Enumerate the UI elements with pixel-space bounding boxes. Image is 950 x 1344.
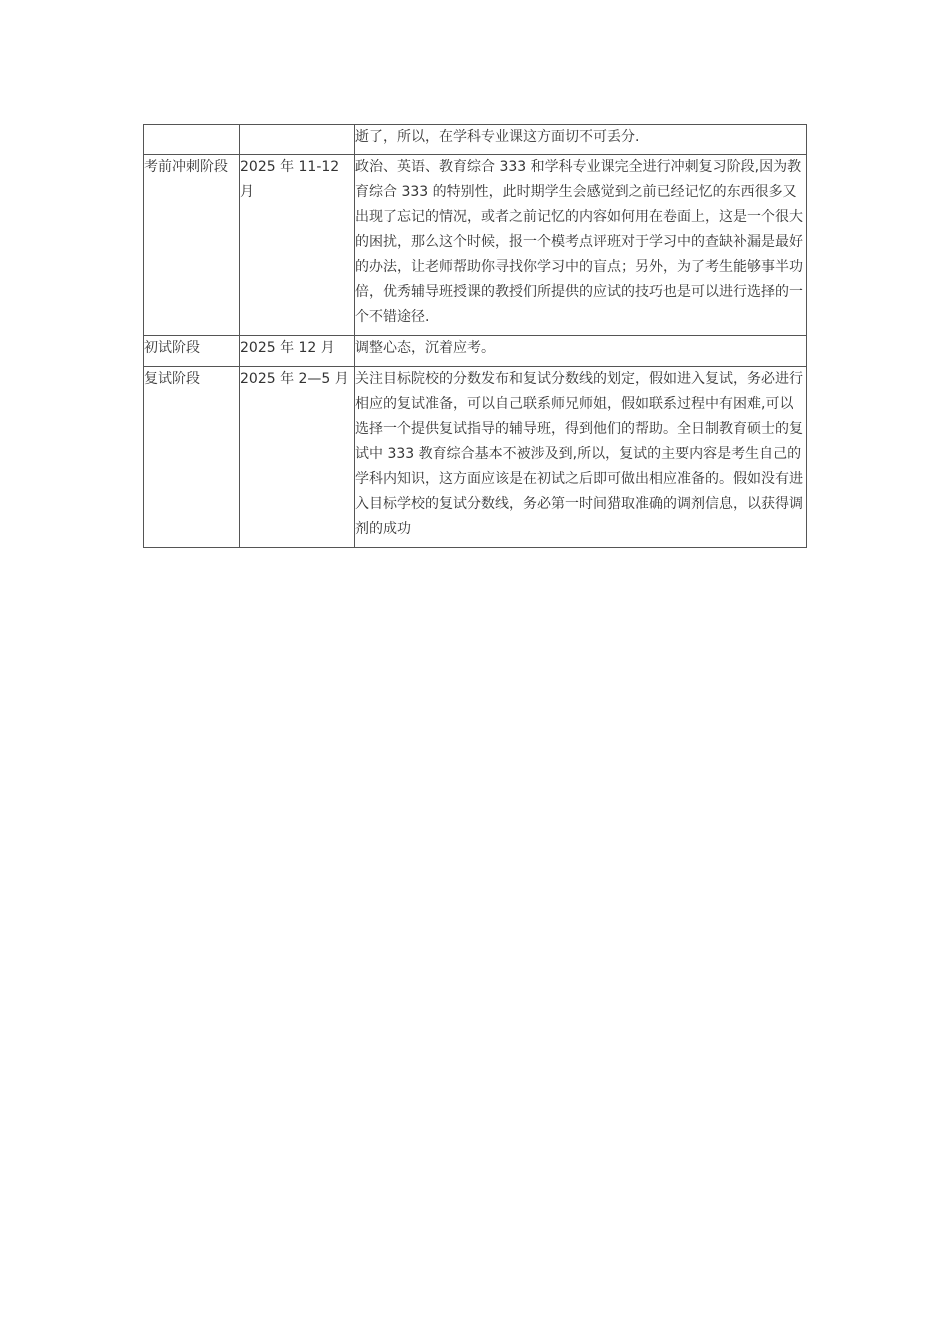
- content-cell: 关注目标院校的分数发布和复试分数线的划定，假如进入复试，务必进行相应的复试准备，可以自己联系师兄师姐，假如联系过程中有困难,可以选择一个提供复试指导的辅导班，得到他们的帮助。全日制教育硕士的复试中 333 教育综合基本不被涉及到,所以，复试的主要内容是考生自己的学科内知识，这方面应该是在初试之后即可做出相应准备的。假如没有进入目标学校的复试分数线，务必第一时间猎取准确的调剂信息，以获得调剂的成功: [355, 367, 807, 548]
- table-row: [144, 367, 807, 548]
- table-row: [144, 125, 807, 155]
- table-row: [144, 336, 807, 367]
- stage-cell: [144, 125, 240, 155]
- stage-cell: 考前冲刺阶段: [144, 155, 240, 336]
- content-cell: 调整心态，沉着应考。: [355, 336, 807, 367]
- time-cell: 2025 年 2—5 月: [240, 367, 355, 548]
- table-row: [144, 155, 807, 336]
- time-cell: [240, 125, 355, 155]
- time-cell: 2025 年 11-12 月: [240, 155, 355, 336]
- stage-cell: 初试阶段: [144, 336, 240, 367]
- stage-cell: 复试阶段: [144, 367, 240, 548]
- time-cell: 2025 年 12 月: [240, 336, 355, 367]
- content-cell: 政治、英语、教育综合 333 和学科专业课完全进行冲刺复习阶段,因为教育综合 333 的特别性，此时期学生会感觉到之前已经记忆的东西很多又出现了忘记的情况，或者之前记忆的内容如何用在卷面上，这是一个很大的困扰，那么这个时候，报一个模考点评班对于学习中的查缺补漏是最好的办法，让老师帮助你寻找你学习中的盲点；另外，为了考生能够事半功倍，优秀辅导班授课的教授们所提供的应试的技巧也是可以进行选择的一个不错途径.: [355, 155, 807, 336]
- study-schedule-table: [143, 124, 807, 548]
- content-cell: 逝了，所以，在学科专业课这方面切不可丢分.: [355, 125, 807, 155]
